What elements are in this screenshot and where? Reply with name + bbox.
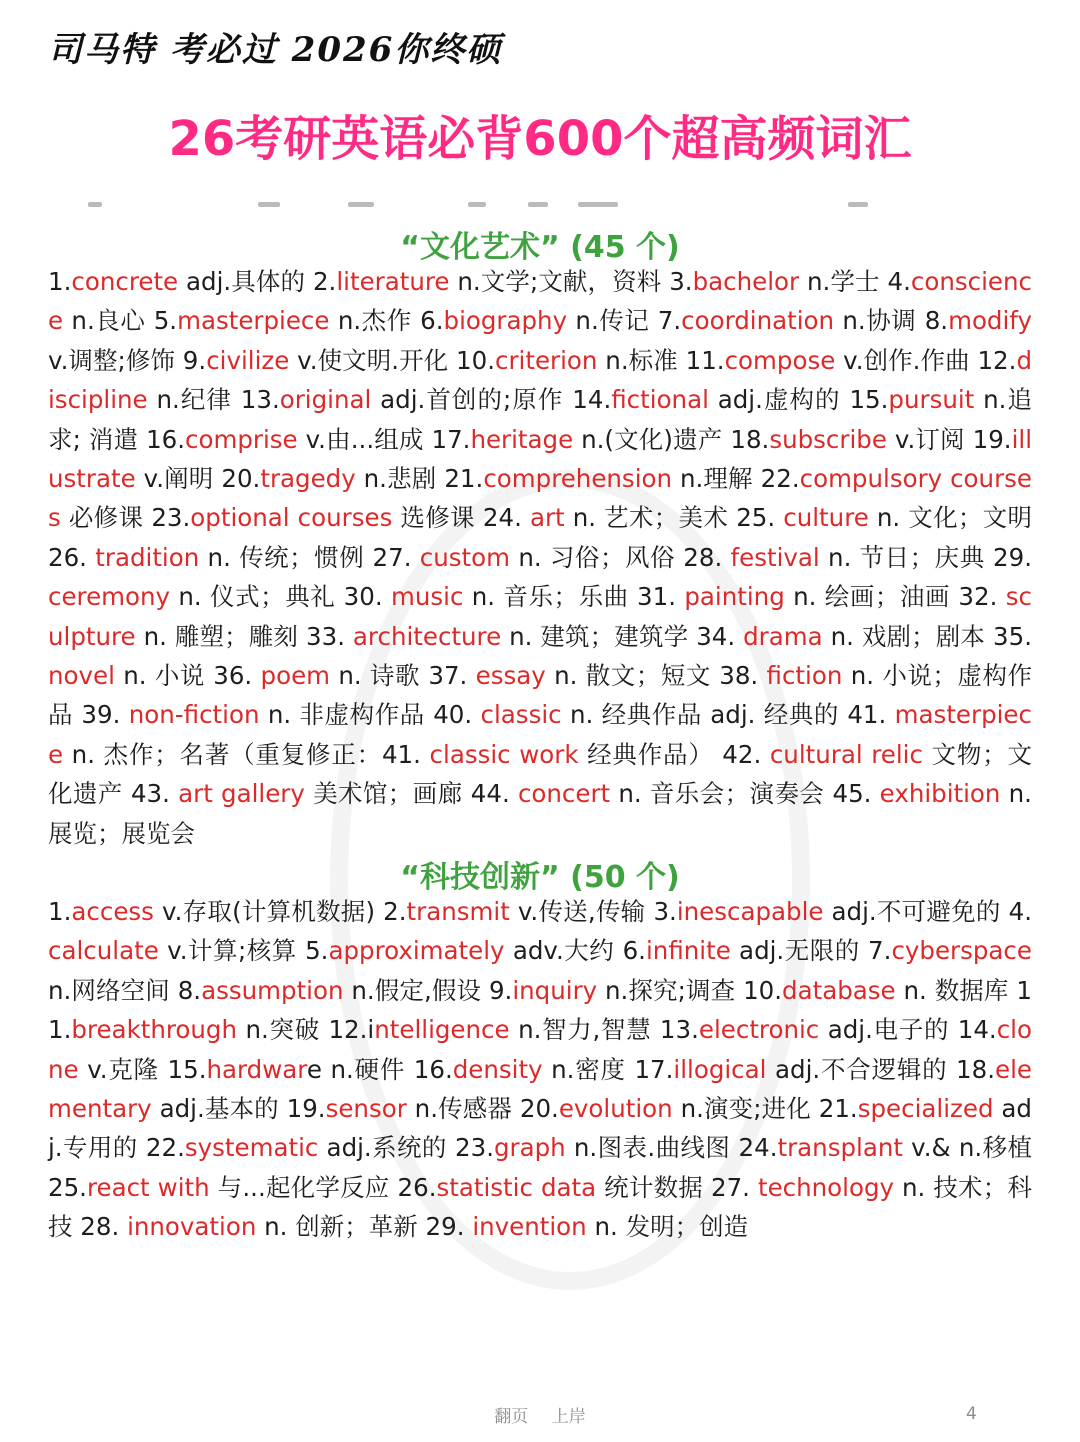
english-word: ceremony <box>48 582 171 612</box>
word-definition: adj.无限的 <box>730 936 869 966</box>
word-definition: n. 技术；科技 <box>48 1172 1032 1242</box>
english-word: bachelor <box>692 267 800 296</box>
word-definition: n. 仪式；典礼 <box>170 582 344 612</box>
english-word: architecture <box>352 621 502 651</box>
word-definition: n. 音乐会；演奏会 <box>610 779 833 809</box>
entry-number: 22. <box>145 1133 185 1163</box>
entry-number: 11. <box>48 975 1032 1045</box>
english-word: inquiry <box>512 975 598 1005</box>
entry-number: 26. <box>397 1172 437 1202</box>
english-word: breakthrough <box>71 1015 238 1045</box>
entry-number: 13. <box>240 385 280 415</box>
entry-number: 2. <box>312 267 337 296</box>
entry-number: 42. <box>722 739 770 769</box>
entry-number: 9. <box>488 975 513 1005</box>
word-definition: n. 文化；文明 <box>868 503 1032 533</box>
cut-off-previous-line <box>48 196 1032 210</box>
entry-number: 27. <box>711 1172 758 1202</box>
word-definition: v.使文明.开化 <box>289 345 457 375</box>
entry-number: 16. <box>146 424 186 454</box>
word-definition: n. 展览；展览会 <box>48 779 1032 848</box>
entry-number: 4. <box>887 267 911 296</box>
word-definition: v.创作.作曲 <box>835 345 978 375</box>
english-word: exhibition <box>879 779 1001 809</box>
word-definition: v.& n.移植 <box>902 1133 1032 1163</box>
word-definition: n.纪律 <box>147 385 241 415</box>
english-word: poem <box>260 661 331 691</box>
word-definition: adj.首创的;原作 <box>371 385 573 415</box>
english-word: criterion <box>495 345 598 375</box>
english-word: essay <box>475 661 546 691</box>
english-word: festival <box>730 542 820 572</box>
english-word: specialized <box>857 1094 994 1124</box>
entry-number: 41. <box>847 700 895 730</box>
word-definition: 美术馆；画廊 <box>304 779 471 809</box>
word-definition: n. 绘画；油画 <box>784 582 959 612</box>
entry-number: 11. <box>685 345 725 375</box>
word-definition: n.良心 <box>63 306 154 336</box>
entry-number: 32. <box>958 582 1006 612</box>
word-definition: n. 经典作品 adj. 经典的 <box>561 700 848 730</box>
word-definition: v.调整;修饰 <box>48 345 183 375</box>
entry-number: 19. <box>286 1094 326 1124</box>
english-word: civilize <box>206 345 290 375</box>
word-definition: n. 非虚构作品 <box>259 700 434 730</box>
page-number: 4 <box>966 1404 977 1424</box>
english-word: react with <box>86 1172 210 1202</box>
english-word: approximately <box>328 936 505 966</box>
english-word: infinite <box>645 936 731 966</box>
entry-number: 6. <box>622 936 646 966</box>
word-definition: n. 雕塑；雕刻 <box>135 621 307 651</box>
english-word: heritage <box>470 424 574 454</box>
entry-number: 18. <box>956 1054 996 1084</box>
entry-number: 6. <box>420 306 444 336</box>
footer-flip-label: 翻页 <box>494 1407 529 1427</box>
english-word: transmit <box>406 897 510 926</box>
english-word: custom <box>419 542 511 572</box>
word-definition: n.探究;调查 <box>597 975 744 1005</box>
entry-number: 20. <box>221 464 261 494</box>
page-footer <box>0 1402 1080 1427</box>
entry-number: 44. <box>470 779 518 809</box>
word-definition: n.传记 <box>567 306 658 336</box>
word-definition: n. 发明；创造 <box>586 1212 749 1242</box>
english-word: art gallery <box>178 779 305 809</box>
word-definition: n. 戏剧；剧本 <box>822 621 994 651</box>
english-word: pursuit <box>888 385 975 415</box>
english-word: concrete <box>71 267 179 296</box>
english-word: tragedy <box>260 464 356 494</box>
entry-number: 25. <box>736 503 784 533</box>
english-word: compulsory courses <box>48 464 1032 533</box>
entry-number: 45. <box>832 779 880 809</box>
english-word: cyberspace <box>891 936 1032 966</box>
entry-number: 14. <box>957 1015 997 1045</box>
word-definition: adj.不合逻辑的 <box>766 1054 957 1084</box>
entry-number: 13. <box>659 1015 699 1045</box>
entry-number: 19. <box>972 424 1012 454</box>
word-definition: n. 传统；惯例 <box>199 542 373 572</box>
english-word: culture <box>783 503 869 533</box>
english-word: art <box>529 503 565 533</box>
english-word: compose <box>724 345 836 375</box>
word-definition: n.悲剧 <box>355 464 445 494</box>
english-word: classic <box>480 700 562 730</box>
entry-number: 24. <box>738 1133 778 1163</box>
section-heading-culture-art: “文化艺术” (45 个) <box>400 230 680 265</box>
section-heading-tech-innovation: “科技创新” (50 个) <box>400 860 680 895</box>
english-word: invention <box>472 1212 587 1242</box>
word-definition: e n.硬件 <box>306 1054 414 1084</box>
entry-number: 12.i <box>328 1015 375 1045</box>
word-list-tech-innovation <box>48 892 1032 1247</box>
word-list-culture-art <box>48 262 1032 853</box>
entry-number: 18. <box>730 424 770 454</box>
word-definition: 与...起化学反应 <box>209 1172 398 1202</box>
word-definition: v.由...组成 <box>297 424 432 454</box>
english-word: ntelligence <box>374 1015 510 1045</box>
word-definition: adj.电子的 <box>819 1015 958 1045</box>
word-definition: n.追求; 消遣 <box>48 385 1032 454</box>
word-definition: n.协调 <box>834 306 925 336</box>
english-word: optional courses <box>190 503 393 533</box>
entry-number: 10. <box>743 975 783 1005</box>
entry-number: 4. <box>1008 897 1032 926</box>
english-word: novel <box>48 661 115 691</box>
english-word: hardwar <box>206 1054 307 1084</box>
word-definition: n. 数据库 <box>895 975 1017 1005</box>
word-definition: v.克隆 <box>78 1054 168 1084</box>
word-definition: adj.虚构的 <box>708 385 850 415</box>
word-definition: n.理解 <box>672 464 761 494</box>
english-word: transplant <box>777 1133 903 1163</box>
entry-number: 25. <box>48 1172 87 1202</box>
word-definition: adj.具体的 <box>178 267 313 296</box>
english-word: discipline <box>48 345 1032 415</box>
entry-number: 15. <box>167 1054 207 1084</box>
entry-number: 31. <box>637 582 685 612</box>
word-definition: n. 杰作；名著（重复修正：41. <box>63 739 430 769</box>
word-definition: n. 音乐；乐曲 <box>463 582 638 612</box>
entry-number: 40. <box>433 700 481 730</box>
word-definition: adj.不可避免的 <box>823 897 1009 926</box>
brand-slogan: 司马特 考必过 2026你终硕 <box>48 30 503 70</box>
word-definition: n.(文化)遗产 <box>573 424 731 454</box>
entry-number: 2. <box>383 897 407 926</box>
word-definition: n.学士 <box>799 267 888 296</box>
english-word: elementary <box>48 1054 1032 1124</box>
entry-number: 35. <box>993 621 1032 651</box>
english-word: modify <box>948 306 1032 336</box>
word-definition: n.密度 <box>542 1054 635 1084</box>
word-definition: n. 诗歌 <box>330 661 429 691</box>
english-word: access <box>71 897 154 926</box>
word-definition: adj.基本的 <box>151 1094 287 1124</box>
english-word: assumption <box>201 975 344 1005</box>
word-definition: n.文学;文献，资料 <box>449 267 670 296</box>
entry-number: 21. <box>818 1094 858 1124</box>
entry-number: 1. <box>48 267 72 296</box>
english-word: classic work <box>429 739 579 769</box>
entry-number: 3. <box>653 897 677 926</box>
entry-number: 29. <box>993 542 1032 572</box>
entry-number: 15. <box>849 385 889 415</box>
word-definition: n. 艺术；美术 <box>564 503 737 533</box>
english-word: innovation <box>127 1212 257 1242</box>
word-definition: v.订阅 <box>886 424 973 454</box>
english-word: illogical <box>673 1054 767 1084</box>
word-definition: n.突破 <box>237 1015 329 1045</box>
footer-shore-label: 上岸 <box>551 1407 586 1427</box>
english-word: inescapable <box>676 897 824 926</box>
word-definition: 必修课 <box>60 503 152 533</box>
word-definition: 统计数据 <box>596 1172 711 1202</box>
english-word: statistic data <box>436 1172 597 1202</box>
word-definition: n.智力,智慧 <box>509 1015 660 1045</box>
english-word: concert <box>517 779 611 809</box>
english-word: fictional <box>611 385 709 415</box>
entry-number: 17. <box>431 424 471 454</box>
english-word: evolution <box>558 1094 673 1124</box>
word-definition: v.计算;核算 <box>158 936 306 966</box>
entry-number: 12. <box>977 345 1017 375</box>
english-word: drama <box>743 621 823 651</box>
word-definition: n. 创新；革新 <box>256 1212 426 1242</box>
entry-number: 43. <box>130 779 179 809</box>
word-definition: n. 小说 <box>114 661 214 691</box>
english-word: electronic <box>698 1015 820 1045</box>
entry-number: 34. <box>696 621 744 651</box>
english-word: database <box>782 975 896 1005</box>
entry-number: 7. <box>868 936 892 966</box>
english-word: literature <box>336 267 450 296</box>
english-word: fiction <box>766 661 843 691</box>
word-definition: v.存取(计算机数据) <box>153 897 384 926</box>
entry-number: 17. <box>634 1054 674 1084</box>
english-word: cultural relic <box>769 739 923 769</box>
entry-number: 38. <box>719 661 767 691</box>
word-definition: n. 习俗；风俗 <box>510 542 684 572</box>
word-definition: n.传感器 <box>406 1094 520 1124</box>
english-word: graph <box>493 1133 566 1163</box>
word-definition: n. 小说；虚构作品 <box>48 661 1032 730</box>
english-word: biography <box>443 306 568 336</box>
entry-number: 39. <box>81 700 129 730</box>
entry-number: 23. <box>455 1133 494 1163</box>
entry-number: 21. <box>444 464 484 494</box>
word-definition: v.传送,传输 <box>509 897 654 926</box>
english-word: illustrate <box>48 424 1032 494</box>
entry-number: 33. <box>306 621 353 651</box>
english-word: tradition <box>95 542 200 572</box>
word-definition: n.演变;进化 <box>672 1094 819 1124</box>
word-definition: n. 建筑；建筑学 <box>501 621 697 651</box>
english-word: subscribe <box>769 424 887 454</box>
word-definition: v.阐明 <box>135 464 222 494</box>
entry-number: 28. <box>80 1212 128 1242</box>
english-word: painting <box>684 582 785 612</box>
english-word: non-fiction <box>128 700 260 730</box>
entry-number: 9. <box>182 345 207 375</box>
english-word: original <box>279 385 372 415</box>
entry-number: 20. <box>519 1094 559 1124</box>
word-definition: adj.专用的 <box>48 1094 1032 1163</box>
entry-number: 1. <box>48 897 72 926</box>
entry-number: 8. <box>924 306 949 336</box>
english-word: music <box>390 582 464 612</box>
entry-number: 7. <box>657 306 682 336</box>
word-definition: n.假定,假设 <box>343 975 489 1005</box>
english-word: density <box>452 1054 543 1084</box>
page-title: 26考研英语必背600个超高频词汇 <box>168 111 912 167</box>
entry-number: 36. <box>213 661 261 691</box>
entry-number: 26. <box>48 542 96 572</box>
word-definition: adv.大约 <box>504 936 623 966</box>
entry-number: 14. <box>572 385 612 415</box>
word-definition: n. 节日；庆典 <box>819 542 994 572</box>
entry-number: 29. <box>425 1212 473 1242</box>
entry-number: 37. <box>428 661 476 691</box>
word-definition: 经典作品） <box>578 739 723 769</box>
word-definition: n.网络空间 <box>48 975 178 1005</box>
english-word: clone <box>48 1015 1032 1084</box>
entry-number: 5. <box>153 306 178 336</box>
english-word: calculate <box>48 936 159 966</box>
entry-number: 10. <box>456 345 496 375</box>
english-word: sensor <box>325 1094 407 1124</box>
entry-number: 16. <box>413 1054 453 1084</box>
entry-number: 5. <box>305 936 329 966</box>
english-word: technology <box>757 1172 895 1202</box>
entry-number: 3. <box>669 267 693 296</box>
word-definition: 选修课 <box>392 503 483 533</box>
entry-number: 22. <box>760 464 800 494</box>
english-word: masterpiece <box>48 700 1032 769</box>
entry-number: 8. <box>177 975 202 1005</box>
word-definition: adj.系统的 <box>318 1133 456 1163</box>
word-definition: n.杰作 <box>329 306 421 336</box>
english-word: comprehension <box>483 464 673 494</box>
english-word: conscience <box>48 267 1032 336</box>
word-definition: n. 散文；短文 <box>545 661 720 691</box>
entry-number: 28. <box>683 542 731 572</box>
word-definition: n.图表.曲线图 <box>565 1133 739 1163</box>
english-word: systematic <box>184 1133 319 1163</box>
word-definition: 文物；文化遗产 <box>48 739 1032 809</box>
english-word: comprise <box>185 424 298 454</box>
word-definition: n.标准 <box>597 345 686 375</box>
entry-number: 27. <box>372 542 420 572</box>
entry-number: 24. <box>482 503 530 533</box>
english-word: sculpture <box>48 582 1032 651</box>
english-word: masterpiece <box>177 306 330 336</box>
english-word: coordination <box>681 306 835 336</box>
entry-number: 23. <box>151 503 191 533</box>
entry-number: 30. <box>343 582 391 612</box>
